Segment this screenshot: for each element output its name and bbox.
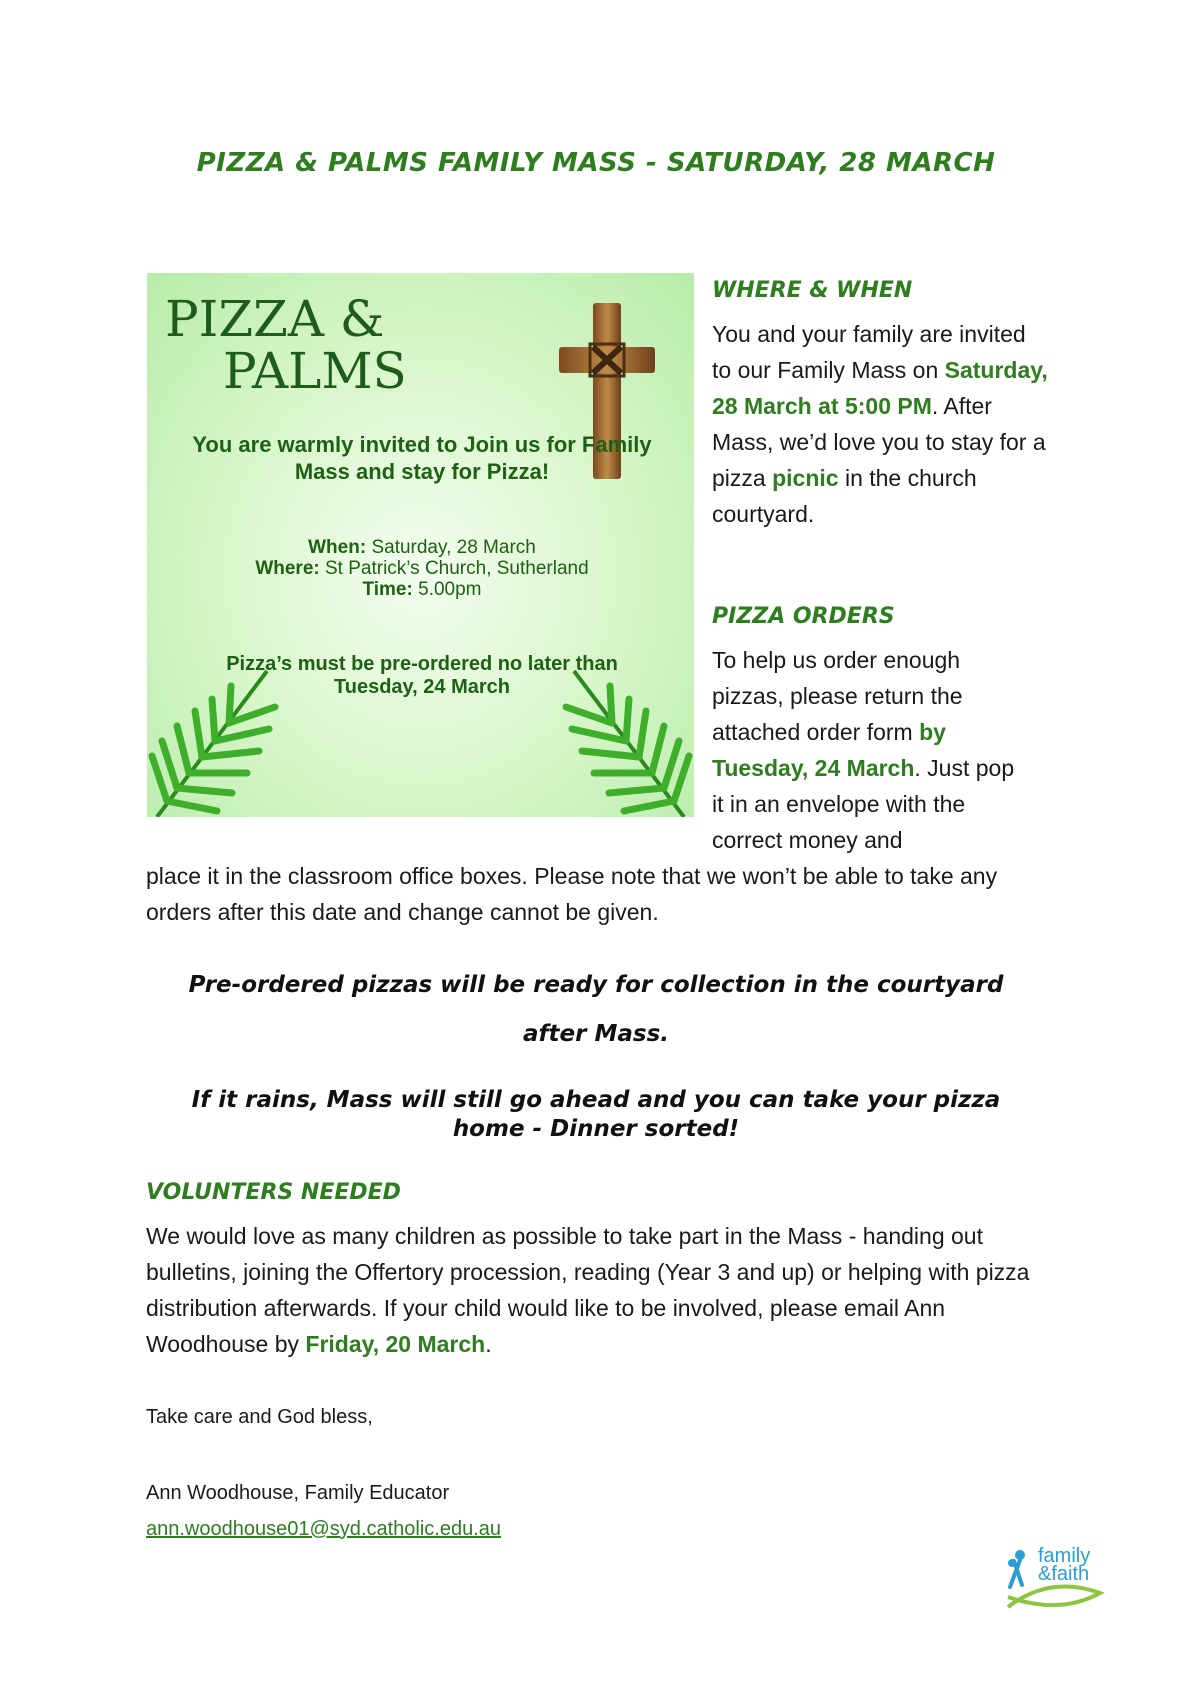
when-value: Saturday, 28 March — [371, 537, 536, 558]
time-value: 5.00pm — [418, 579, 482, 600]
pizza-palms-flyer — [147, 273, 694, 817]
flyer-invitation: You are warmly invited to Join us for Family Mass and stay for Pizza! — [192, 432, 652, 484]
collection-note-line1: Pre-ordered pizzas will be ready for collection in the courtyard — [188, 972, 1004, 998]
collection-note-line2: after Mass. — [523, 1021, 669, 1047]
where-when-text: You and your family are invited to our Family Mass on Saturday, 28 March at 5:00 PM. After Mass, we’d love you to stay for a pizza picnic in the church courtyard. — [712, 321, 1048, 527]
logo-text: family &faith — [1038, 1545, 1091, 1585]
palm-frond-left-icon — [147, 661, 297, 817]
mass-date-time: Saturday, 28 March at 5:00 PM — [712, 357, 1048, 419]
pizza-orders-text-continued: place it in the classroom office boxes. Please note that we won’t be able to take any orders after this date and change cannot be given. — [146, 863, 998, 925]
where-when-heading: WHERE & WHEN — [712, 278, 913, 303]
where-value: St Patrick’s Church, Sutherland — [325, 558, 589, 579]
volunteer-deadline: Friday, 20 March — [305, 1331, 486, 1357]
palm-frond-right-icon — [544, 661, 694, 817]
flyer-title-line1: PIZZA & — [165, 290, 385, 348]
when-label: When: — [308, 537, 367, 558]
picnic-word: picnic — [772, 465, 839, 491]
volunteers-text: We would love as many children as possible to take part in the Mass - handing out bulletins, joining the Offertory procession, reading (Year 3 and up) or helping with pizza distribution afterwards. If your child would like to be involved, please email Ann Woodhouse by Friday, 20 March. — [146, 1223, 1030, 1357]
volunteers-heading: VOLUNTERS NEEDED — [146, 1180, 401, 1205]
rain-note-line1: If it rains, Mass will still go ahead and you can take your pizza — [191, 1087, 1001, 1113]
pizza-orders-text: To help us order enough pizzas, please return the attached order form by Tuesday, 24 March. Just pop it in an envelope with the correct money and — [712, 647, 1015, 853]
signature: Ann Woodhouse, Family Educator — [146, 1482, 450, 1504]
flyer-title-line2: PALMS — [223, 342, 407, 400]
rain-note-line2: home - Dinner sorted! — [452, 1116, 740, 1142]
email-link[interactable]: ann.woodhouse01@syd.catholic.edu.au — [146, 1518, 501, 1540]
flyer-details — [187, 537, 657, 600]
family-faith-logo — [1000, 1545, 1120, 1625]
flyer-order-deadline: Pizza’s must be pre-ordered no later than Tuesday, 24 March — [226, 653, 618, 698]
page-title: PIZZA & PALMS FAMILY MASS - SATURDAY, 28 MARCH — [196, 148, 996, 178]
pizza-orders-heading: PIZZA ORDERS — [712, 604, 895, 629]
flyer-title — [165, 290, 407, 400]
order-deadline: by Tuesday, 24 March — [712, 719, 946, 781]
time-label: Time: — [362, 579, 413, 600]
closing-line: Take care and God bless, — [146, 1406, 373, 1428]
where-label: Where: — [255, 558, 320, 579]
